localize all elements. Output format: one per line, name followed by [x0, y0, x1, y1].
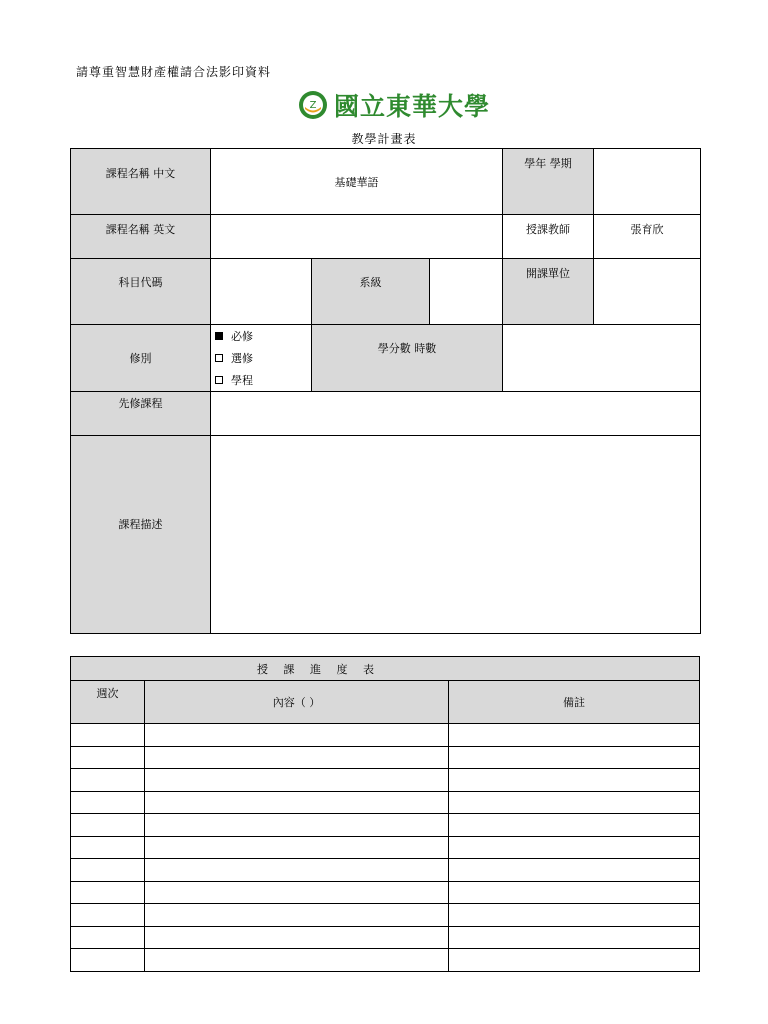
svg-text:Z: Z: [309, 100, 317, 111]
note-cell: [449, 859, 700, 882]
credits-label: 學分數 時數: [312, 325, 503, 392]
course-code-label: 科目代碼: [71, 259, 211, 325]
schedule-table: [70, 656, 700, 972]
unit-label: 開課單位: [503, 259, 594, 325]
req-option-program[interactable]: 學程: [215, 369, 311, 391]
week-cell: [71, 746, 145, 769]
table-row: [71, 926, 700, 949]
week-cell: [71, 769, 145, 792]
table-row: [71, 746, 700, 769]
table-row: [71, 724, 700, 747]
note-cell: [449, 926, 700, 949]
week-cell: [71, 791, 145, 814]
term-value: [594, 149, 701, 215]
desc-label: 課程描述: [71, 436, 211, 634]
dept-value: [430, 259, 503, 325]
content-cell: [145, 949, 449, 972]
week-cell: [71, 836, 145, 859]
week-cell: [71, 926, 145, 949]
copyright-notice: 請尊重智慧財產權請合法影印資料: [76, 65, 272, 79]
table-row: [71, 859, 700, 882]
col-content-header: 內容（ ）: [145, 681, 449, 724]
week-cell: [71, 859, 145, 882]
university-name: 國立東華大學: [334, 92, 491, 121]
content-cell: [145, 791, 449, 814]
schedule-title: 授 課 進 度 表: [71, 657, 700, 681]
note-cell: [449, 904, 700, 927]
week-cell: [71, 949, 145, 972]
table-row: [71, 904, 700, 927]
week-cell: [71, 724, 145, 747]
table-row: [71, 814, 700, 837]
course-name-en-label: 課程名稱 英文: [71, 215, 211, 259]
schedule-rows: [71, 724, 700, 972]
checkbox-icon[interactable]: [215, 354, 223, 362]
course-code-value: [211, 259, 312, 325]
table-row: [71, 949, 700, 972]
course-name-en-value: [211, 215, 503, 259]
course-name-zh-label: 課程名稱 中文: [71, 149, 211, 215]
table-row: [71, 791, 700, 814]
dept-label: 系級: [312, 259, 430, 325]
note-cell: [449, 769, 700, 792]
teacher-value: 張育欣: [594, 215, 701, 259]
page-title: 教學計畫表: [351, 132, 417, 146]
note-cell: [449, 724, 700, 747]
req-label: 修別: [71, 325, 211, 392]
req-option-elective[interactable]: 選修: [215, 347, 311, 369]
week-cell: [71, 881, 145, 904]
table-row: [71, 881, 700, 904]
prereq-label: 先修課程: [71, 392, 211, 436]
desc-value: [211, 436, 701, 634]
note-cell: [449, 836, 700, 859]
content-cell: [145, 814, 449, 837]
note-cell: [449, 791, 700, 814]
content-cell: [145, 724, 449, 747]
req-options: [211, 325, 311, 391]
course-info-table: [70, 148, 701, 634]
content-cell: [145, 904, 449, 927]
week-cell: [71, 814, 145, 837]
note-cell: [449, 746, 700, 769]
checkbox-icon[interactable]: [215, 376, 223, 384]
term-label: 學年 學期: [503, 149, 594, 215]
credits-value: [503, 325, 701, 392]
table-row: [71, 769, 700, 792]
note-cell: [449, 881, 700, 904]
content-cell: [145, 859, 449, 882]
university-emblem-icon: [298, 90, 328, 120]
unit-value: [594, 259, 701, 325]
week-cell: [71, 904, 145, 927]
col-week-header: 週次: [71, 681, 145, 724]
teacher-label: 授課教師: [503, 215, 594, 259]
course-name-zh-value: 基礎華語: [211, 149, 503, 215]
content-cell: [145, 926, 449, 949]
content-cell: [145, 836, 449, 859]
content-cell: [145, 881, 449, 904]
col-note-header: 備註: [449, 681, 700, 724]
university-logo: [298, 89, 490, 121]
content-cell: [145, 769, 449, 792]
content-cell: [145, 746, 449, 769]
req-option-required[interactable]: 必修: [215, 325, 311, 347]
prereq-value: [211, 392, 701, 436]
table-row: [71, 836, 700, 859]
note-cell: [449, 949, 700, 972]
note-cell: [449, 814, 700, 837]
checkbox-checked-icon[interactable]: [215, 332, 223, 340]
